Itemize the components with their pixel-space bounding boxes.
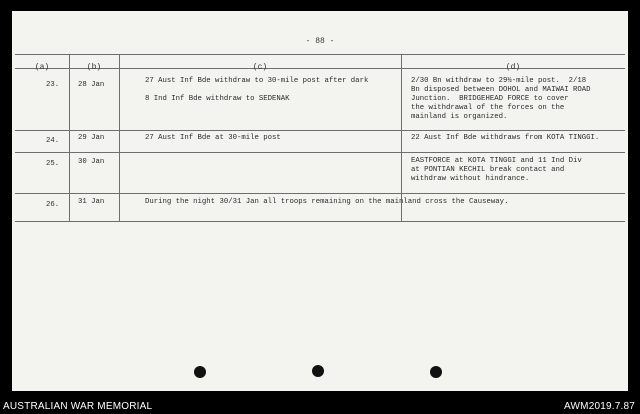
punch-hole	[194, 366, 206, 378]
row-rule	[15, 130, 625, 131]
row-event-line: 27 Aust Inf Bde withdraw to 30-mile post after dark	[145, 77, 369, 85]
row-detail-line: withdraw without hindrance.	[411, 175, 530, 183]
col-rule	[69, 54, 70, 221]
table-bottom-rule	[15, 221, 625, 222]
header-b: (b)	[86, 63, 102, 72]
footer-right: AWM2019.7.87	[564, 401, 635, 412]
row-detail-line: mainland is organized.	[411, 113, 508, 121]
header-d: (d)	[505, 63, 521, 72]
table-top-rule	[15, 54, 625, 55]
row-number: 26.	[46, 201, 60, 209]
row-event-line: During the night 30/31 Jan all troops remaining on the mainland cross the Causeway.	[145, 198, 509, 206]
row-detail-line: the withdrawal of the forces on the	[411, 104, 565, 112]
row-date: 29 Jan	[78, 134, 105, 142]
header-a: (a)	[34, 63, 50, 72]
header-c: (c)	[252, 63, 268, 72]
row-detail-line: at PONTIAN KECHIL break contact and	[411, 166, 565, 174]
page-number: - 88 -	[305, 37, 335, 46]
col-rule	[119, 54, 120, 221]
row-date: 28 Jan	[78, 81, 105, 89]
row-detail-line: Bn disposed between DOHOL and MAIWAI ROAD	[411, 86, 591, 94]
row-event-line: 27 Aust Inf Bde at 30-mile post	[145, 134, 281, 142]
col-rule	[401, 54, 402, 221]
row-rule	[15, 152, 625, 153]
row-detail-line: EASTFORCE at KOTA TINGGI and 11 Ind Div	[411, 157, 582, 165]
row-event-line: 8 Ind Inf Bde withdraw to SEDENAK	[145, 95, 290, 103]
row-date: 30 Jan	[78, 158, 105, 166]
punch-hole	[430, 366, 442, 378]
punch-hole	[312, 365, 324, 377]
document-card	[12, 11, 628, 391]
row-number: 24.	[46, 137, 60, 145]
footer-left: AUSTRALIAN WAR MEMORIAL	[3, 401, 153, 412]
row-date: 31 Jan	[78, 198, 105, 206]
row-rule	[15, 193, 625, 194]
row-detail-line: Junction. BRIDGEHEAD FORCE to cover	[411, 95, 569, 103]
row-detail-line: 2/30 Bn withdraw to 29½-mile post. 2/18	[411, 77, 587, 85]
row-number: 23.	[46, 81, 60, 89]
row-detail-line: 22 Aust Inf Bde withdraws from KOTA TINGGI.	[411, 134, 600, 142]
row-number: 25.	[46, 160, 60, 168]
